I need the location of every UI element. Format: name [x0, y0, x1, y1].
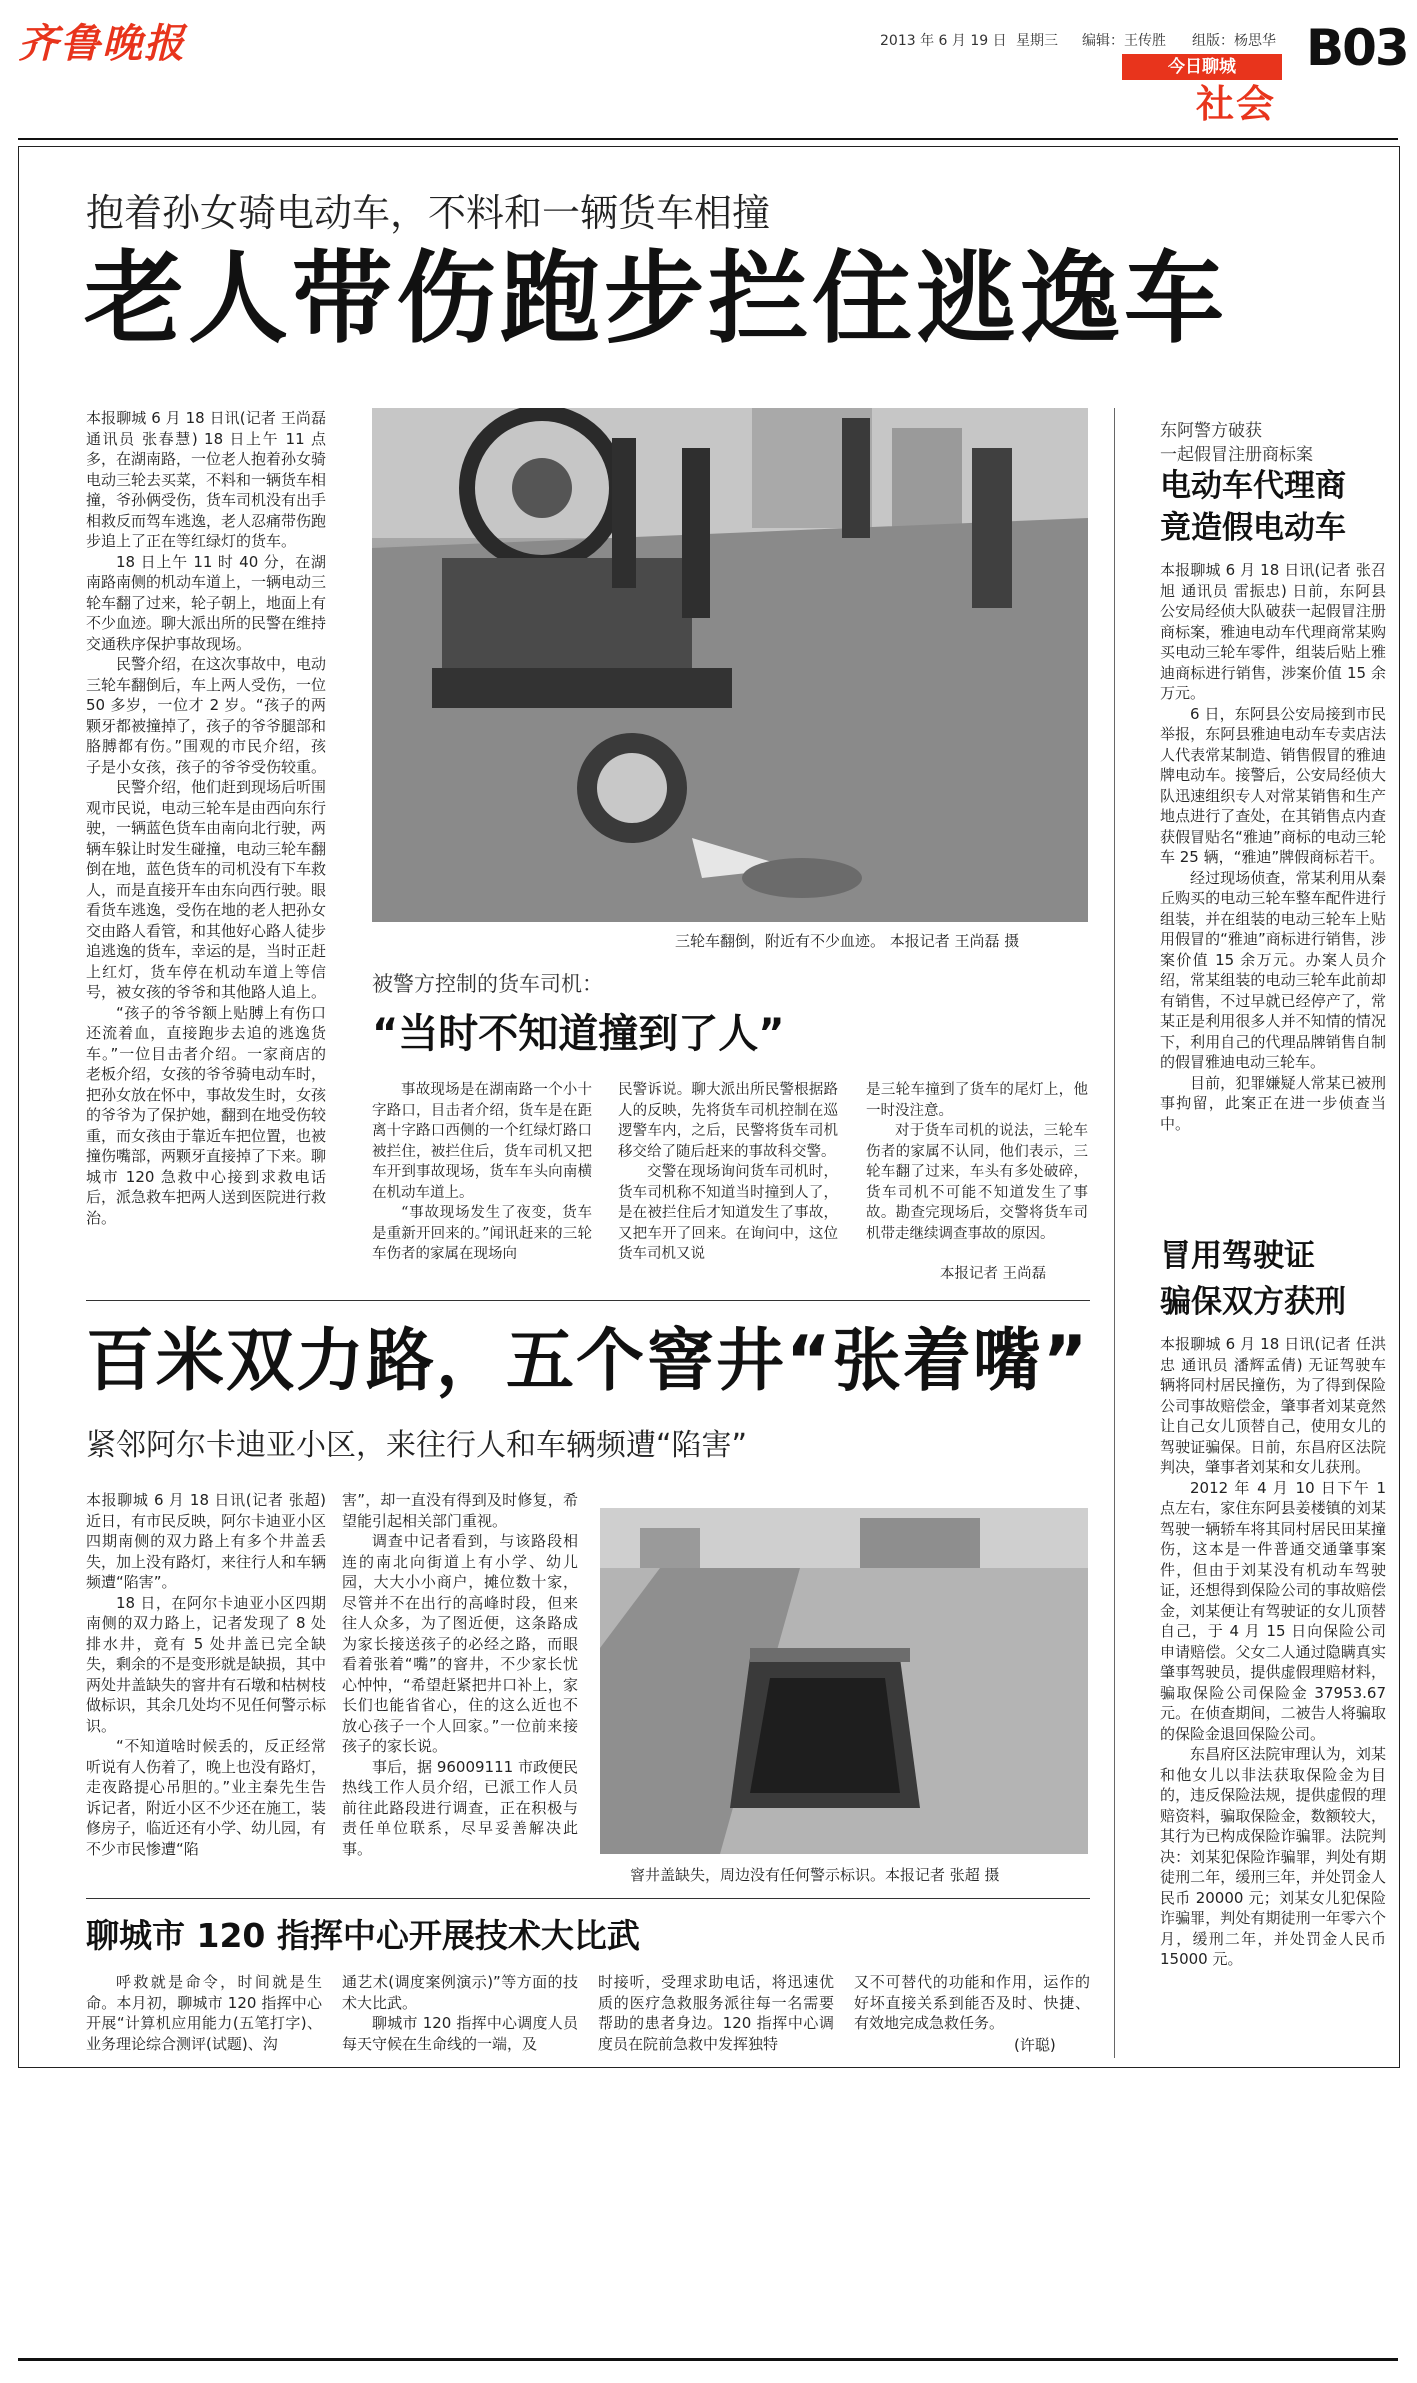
second-kicker: 紧邻阿尔卡迪亚小区，来往行人和车辆频遭“陷害”	[86, 1428, 748, 1463]
editor-credit: 编辑：王传胜	[1082, 33, 1166, 49]
sub-para-5: 是三轮车撞到了货车的尾灯上，他一时没注意。	[866, 1082, 1088, 1119]
lead-para-4: 民警介绍，他们赶到现场后听围观市民说，电动三轮车是由西向东行驶，一辆蓝色货车由南向北行驶，两辆车躲让时发生碰撞，电动三轮车翻倒在地，蓝色货车的司机没有下车救人，而是直接开车由东向西行驶。眼看货车逃逸，受伤在地的老人把孙女交由路人看管，和其他好心路人徒步追逃逸的货车，幸运的是，当时正赶上红灯，货车停在机动车道上等信号，被女孩的爷爷和其他路人追上。	[86, 778, 326, 1001]
third-para-5: 又不可替代的功能和作用，运作的好坏直接关系到能否及时、快捷、有效地完成急救任务。	[854, 1973, 1090, 2032]
sidebar1-para-1: 本报聊城 6 月 18 日讯(记者 张召旭 通讯员 雷振忠) 日前，东阿县公安局经侦大队破获一起假冒注册商标案，雅迪电动车代理商常某购买电动三轮车零件，组装后贴上雅迪商标进行销售，涉案价值 15 余万元。	[1160, 561, 1386, 702]
sidebar2-para-3: 东昌府区法院审理认为，刘某和他女儿以非法获取保险金为目的，违反保险法规，提供虚假的理赔资料，骗取保险金，数额较大，其行为已构成保险诈骗罪。法院判决：刘某犯保险诈骗罪，判处有期徒刑二年，缓刑三年，并处罚金人民币 20000 元；刘某女儿犯保险诈骗罪，判处有期徒刑一年零六个月，缓刑二年，并处罚金人民币 15000 元。	[1160, 1745, 1386, 1968]
sub-para-3: 民警诉说。聊大派出所民警根据路人的反映，先将货车司机控制在巡逻警车内，之后，民警将货车司机移交给了随后赶来的事故科交警。	[618, 1082, 838, 1160]
sidebar1-para-3: 经过现场侦查，常某利用从秦丘购买的电动三轮车整车配件进行组装，并在组装的电动三轮车上贴用假冒的“雅迪”商标进行销售，涉案价值 15 余万元。办案人员介绍，常某组装的电动三轮车此前却有销售，不过早就已经停产了，常某正是利用很多人并不知情的情况下，利用自己的代理品牌销售自制的假冒雅迪电动三轮车。	[1160, 868, 1386, 1071]
sidebar1-headline-1: 电动车代理商	[1160, 468, 1346, 504]
second-para-2: 18 日，在阿尔卡迪亚小区四期南侧的双力路上，记者发现了 8 处排水井，竟有 5 处井盖已完全缺失，剩余的不是变形就是缺损，其中两处井盖缺失的窨井有石墩和枯树枝做标识，其余几处均不见任何警示标识。	[86, 1593, 326, 1735]
issue-weekday: 星期三	[1016, 33, 1058, 49]
lead-para-3: 民警介绍，在这次事故中，电动三轮车翻倒后，车上两人受伤，一位 50 多岁，一位才 2 岁。“孩子的两颗牙都被撞掉了，孩子的爷爷腿部和胳膊都有伤。”围观的市民介绍，孩子是小女孩，孩子的爷爷受伤较重。	[86, 655, 326, 776]
sidebar1-para-4: 目前，犯罪嫌疑人常某已被刑事拘留，此案正在进一步侦查当中。	[1160, 1073, 1386, 1133]
sidebar1-para-2: 6 日，东阿县公安局接到市民举报，东阿县雅迪电动车专卖店法人代表常某制造、销售假冒的雅迪牌电动车。接警后，公安局经侦大队迅速组织专人对常某销售和生产地点进行了查处，在其销售点内查获假冒贴名“雅迪”商标的电动三轮车 25 辆，“雅迪”牌假商标若干。	[1160, 704, 1386, 866]
sidebar2-para-1: 本报聊城 6 月 18 日讯(记者 任洪忠 通讯员 潘辉孟倩) 无证驾驶车辆将同村居民撞伤，为了得到保险公司事故赔偿金，肇事者刘某竟然让自己女儿顶替自己，使用女儿的驾驶证骗保。日前，东昌府区法院判决，肇事者刘某和女儿获刑。	[1160, 1335, 1386, 1476]
second-para-3: “不知道啥时候丢的，反正经常听说有人伤着了，晚上也没有路灯，走夜路提心吊胆的。”业主秦先生告诉记者，附近小区不少还在施工，装修房子，临近还有小学、幼儿园，有不少市民惨遭“陷	[86, 1737, 326, 1858]
footer-rule	[18, 2358, 1398, 2361]
second-para-4: 害”，却一直没有得到及时修复，希望能引起相关部门重视。	[342, 1491, 578, 1530]
third-para-4: 时接听，受理求助电话，将迅速优质的医疗急救服务派往每一名需要帮助的患者身边。120 指挥中心调度员在院前急救中发挥独特	[598, 1973, 834, 2053]
lead-headline: 老人带伤跑步拦住逃逸车	[84, 240, 1228, 357]
sub-byline: 本报记者 王尚磊	[940, 1266, 1047, 1282]
sidebar2-para-2: 2012 年 4 月 10 日下午 1 点左右，家住东阿县姜楼镇的刘某驾驶一辆轿车将其同村居民田某撞伤，这本是一件普通交通肇事案件，但由于刘某没有机动车驾驶证，还想得到保险公司的事故赔偿金，刘某便让有驾驶证的女儿顶替自己，于 4 月 15 日向保险公司申请赔偿。父女二人通过隐瞒真实肇事驾驶员，提供虚假理赔材料，骗取保险公司保险金 37953.67 元。在侦查期间，二被告人将骗取的保险金退回保险公司。	[1160, 1478, 1386, 1743]
sub-para-2: “事故现场发生了夜变，货车是重新开回来的。”闻讯赶来的三轮车伤者的家属在现场向	[372, 1205, 592, 1262]
masthead-rule	[18, 138, 1398, 140]
section-tag: 今日聊城	[1122, 54, 1282, 80]
newspaper-logo: 齐鲁晚报	[18, 20, 186, 67]
accident-photo-caption: 三轮车翻倒，附近有不少血迹。 本报记者 王尚磊 摄	[675, 932, 1020, 950]
sidebar1-headline-2: 竟造假电动车	[1160, 510, 1346, 546]
issue-date: 2013 年 6 月 19 日	[880, 33, 1007, 49]
sidebar1-kicker2: 一起假冒注册商标案	[1160, 445, 1313, 465]
lead-para-1: 本报聊城 6 月 18 日讯(记者 王尚磊 通讯员 张春慧) 18 日上午 11 点多，在湖南路，一位老人抱着孙女骑电动三轮去买菜，不料和一辆货车相撞，爷孙俩受伤，货车司机没有出手相救反而驾车逃逸，老人忍痛带伤跑步追上了正在等红绿灯的货车。	[86, 409, 326, 550]
page-number: B03	[1306, 19, 1408, 77]
second-headline: 百米双力路，五个窨井“张着嘴”	[86, 1322, 1090, 1401]
sidebar2-headline-1: 冒用驾驶证	[1160, 1238, 1315, 1274]
third-byline: (许聪)	[1014, 2036, 1056, 2054]
third-para-2: 通艺术(调度案例演示)”等方面的技术大比武。	[342, 1973, 578, 2012]
section-name: 社会	[1196, 82, 1277, 126]
content-frame	[18, 146, 1400, 2068]
second-para-5: 调查中记者看到，与该路段相连的南北向街道上有小学、幼儿园，大大小小商户，摊位数十家，尽管并不在出行的高峰时段，但来往人众多，为了图近便，这条路成为家长接送孩子的必经之路，而眼看着张着“嘴”的窨井，不少家长忧心忡忡，“希望赶紧把井口补上，家长们也能省省心，住的这么近也不放心孩子一个人回家。”一位前来接孩子的家长说。	[342, 1532, 578, 1755]
second-para-1: 本报聊城 6 月 18 日讯(记者 张超) 近日，有市民反映，阿尔卡迪亚小区四期南侧的双力路上有多个井盖丢失，加上没有路灯，来往行人和车辆频遭“陷害”。	[86, 1491, 326, 1591]
lead-kicker: 抱着孙女骑电动车，不料和一辆货车相撞	[86, 191, 771, 235]
second-para-6: 事后，据 96009111 市政便民热线工作人员介绍，已派工作人员前往此路段进行调查，正在积极与责任单位联系，尽早妥善解决此事。	[342, 1757, 578, 1858]
manhole-photo-caption: 窨井盖缺失，周边没有任何警示标识。本报记者 张超 摄	[630, 1866, 1000, 1884]
sub-para-1: 事故现场是在湖南路一个小十字路口，目击者介绍，货车是在距离十字路口西侧的一个红绿灯路口被拦住，被拦住后，货车司机又把车开到事故现场，货车车头向南横在机动车道上。	[372, 1082, 592, 1201]
sub-para-4: 交警在现场询问货车司机时，货车司机称不知道当时撞到人了，是在被拦住后才知道发生了事故，又把车开了回来。在询问中，这位货车司机又说	[618, 1164, 838, 1262]
sub-headline: “当时不知道撞到了人”	[372, 1011, 785, 1057]
sub-kicker: 被警方控制的货车司机：	[372, 972, 603, 996]
sub-para-6: 对于货车司机的说法，三轮车伤者的家属不认同，他们表示，三轮车翻了过来，车头有多处破碎，货车司机不可能不知道发生了事故。勘查完现场后，交警将货车司机带走继续调查事故的原因。	[866, 1123, 1088, 1242]
lead-para-2: 18 日上午 11 时 40 分，在湖南路南侧的机动车道上，一辆电动三轮车翻了过来，轮子朝上，地面上有不少血迹。聊大派出所的民警在维持交通秩序保护事故现场。	[86, 552, 326, 653]
third-para-1: 呼救就是命令，时间就是生命。本月初，聊城市 120 指挥中心开展“计算机应用能力(五笔打字)、业务理论综合测评(试题)、沟	[86, 1973, 322, 2053]
third-para-3: 聊城市 120 指挥中心调度人员每天守候在生命线的一端，及	[342, 2014, 578, 2053]
sidebar2-headline-2: 骗保双方获刑	[1160, 1284, 1346, 1320]
third-headline: 聊城市 120 指挥中心开展技术大比武	[86, 1916, 640, 1955]
lead-para-5: “孩子的爷爷额上贴膊上有伤口还流着血，直接跑步去追的逃逸货车。”一位目击者介绍。一家商店的老板介绍，女孩的爷爷骑电动车时，把孙女放在怀中，事故发生时，女孩的爷爷为了保护她，翻到在地受伤较重，而女孩由于靠近车把位置，也被撞伤嘴部，两颗牙直接掉了下来。聊城市 120 急救中心接到求救电话后，派急救车把两人送到医院进行救治。	[86, 1003, 326, 1227]
sidebar1-kicker1: 东阿警方破获	[1160, 421, 1262, 441]
layout-credit: 组版：杨思华	[1192, 33, 1276, 49]
